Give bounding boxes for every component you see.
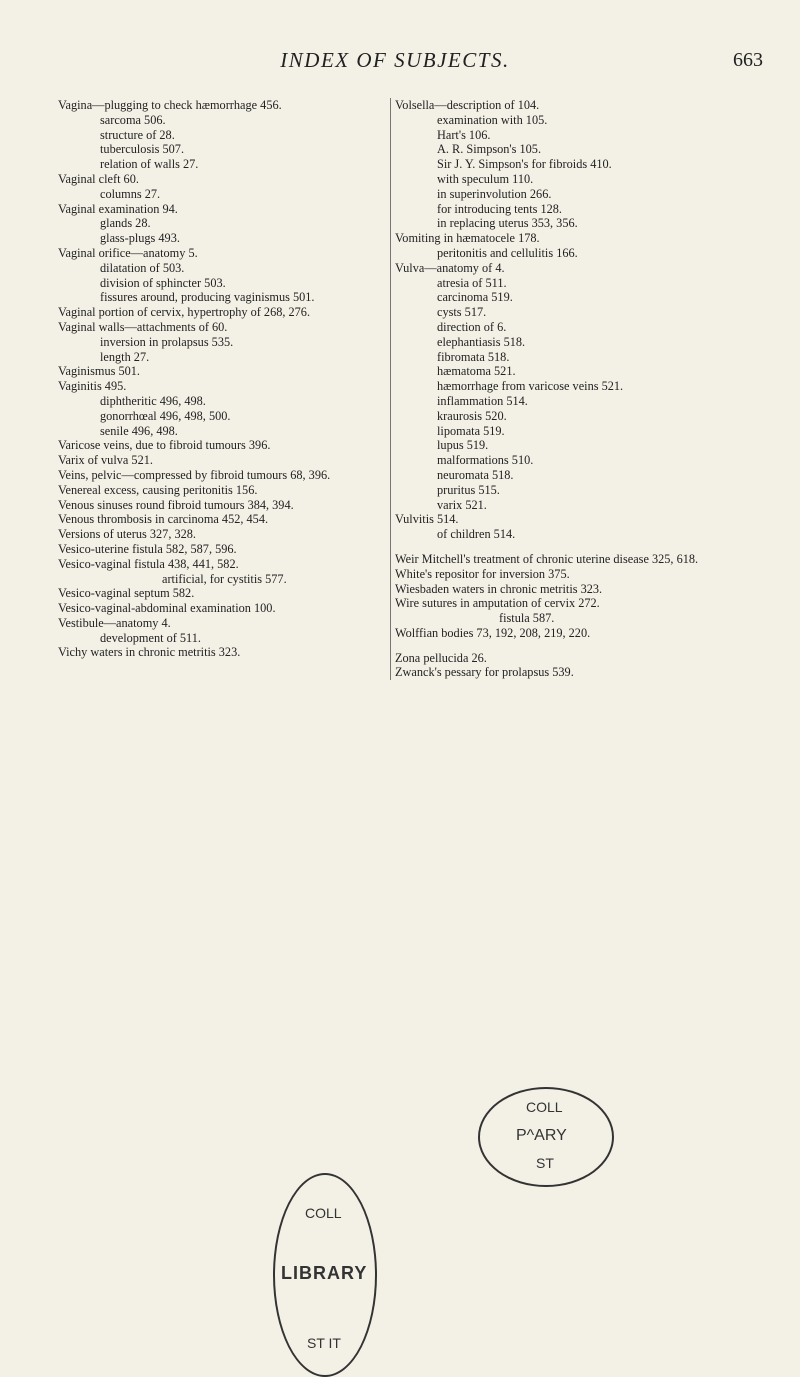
index-subentry: examination with 105. <box>437 112 548 127</box>
index-subentry: A. R. Simpson's 105. <box>437 142 542 157</box>
index-entry: Venereal excess, causing peritonitis 156. <box>58 482 258 497</box>
page-title: INDEX OF SUBJECTS. <box>280 48 510 72</box>
index-entry: Vaginal cleft 60. <box>58 171 139 186</box>
page-number: 663 <box>733 49 763 71</box>
index-entry: Vomiting in hæmatocele 178. <box>395 231 540 246</box>
index-subentry: kraurosis 520. <box>437 408 507 423</box>
page-header <box>0 48 800 78</box>
index-entry: Veins, pelvic—compressed by fibroid tumours 68, 396. <box>58 467 331 482</box>
index-entry: Vesico-uterine fistula 582, 587, 596. <box>58 541 237 556</box>
index-subentry: in superinvolution 266. <box>437 186 552 201</box>
index-entry: Vagina—plugging to check hæmorrhage 456. <box>58 98 282 112</box>
index-entry: Venous sinuses round fibroid tumours 384, 394. <box>58 497 294 512</box>
index-subentry: in replacing uterus 353, 356. <box>437 216 578 231</box>
index-entry: Wiesbaden waters in chronic metritis 323. <box>395 581 603 596</box>
index-subentry: senile 496, 498. <box>100 423 178 438</box>
index-subentry: elephantiasis 518. <box>437 334 526 349</box>
index-entry: Vesico-vaginal fistula 438, 441, 582. <box>58 556 239 571</box>
index-entry: Vaginal portion of cervix, hypertrophy of 268, 276. <box>58 305 311 320</box>
index-entry: Vaginitis 495. <box>58 379 127 394</box>
index-subentry: glands 28. <box>100 216 151 231</box>
stamp-bottom-text: ST <box>536 1155 554 1171</box>
stamp-middle-text: P^ARY <box>516 1127 567 1144</box>
index-column-right <box>390 98 755 680</box>
stamp-top-text: COLL <box>526 1099 563 1115</box>
index-subentry: tuberculosis 507. <box>100 142 185 157</box>
index-entry: Vaginal examination 94. <box>58 201 178 216</box>
index-entry: Zwanck's pessary for prolapsus 539. <box>395 665 574 680</box>
index-subentry: cysts 517. <box>437 305 487 320</box>
index-entry: Volsella—description of 104. <box>395 98 540 112</box>
index-entry: Vaginismus 501. <box>58 364 140 379</box>
index-column-left <box>58 98 378 660</box>
index-subentry: neuromata 518. <box>437 467 514 482</box>
index-entry: White's repositor for inversion 375. <box>395 566 570 581</box>
index-subentry: for introducing tents 128. <box>437 201 562 216</box>
index-subentry: malformations 510. <box>437 453 534 468</box>
index-subentry: development of 511. <box>100 630 201 645</box>
index-subentry: atresia of 511. <box>437 275 507 290</box>
index-subentry: artificial, for cystitis 577. <box>162 571 287 586</box>
index-entry: Zona pellucida 26. <box>395 650 487 665</box>
index-entry: Varicose veins, due to fibroid tumours 396. <box>58 438 271 453</box>
index-subentry: structure of 28. <box>100 127 175 142</box>
index-subentry: fissures around, producing vaginismus 501. <box>100 290 315 305</box>
index-entry: Venous thrombosis in carcinoma 452, 454. <box>58 512 269 527</box>
library-stamp <box>478 1087 614 1187</box>
index-subentry: Hart's 106. <box>437 127 491 142</box>
index-subentry: inflammation 514. <box>437 393 528 408</box>
index-subentry: lipomata 519. <box>437 423 505 438</box>
index-subentry: fibromata 518. <box>437 349 510 364</box>
index-subentry: inversion in prolapsus 535. <box>100 334 234 349</box>
stamp-middle-text: LIBRARY <box>281 1263 368 1283</box>
index-entry: Weir Mitchell's treatment of chronic uterine disease 325, 618. <box>395 551 699 566</box>
index-entry: Vichy waters in chronic metritis 323. <box>58 645 241 660</box>
index-entry: Vaginal walls—attachments of 60. <box>58 319 228 334</box>
index-subentry: fistula 587. <box>499 611 555 626</box>
index-entry: Wolffian bodies 73, 192, 208, 219, 220. <box>395 625 591 640</box>
index-subentry: with speculum 110. <box>437 171 534 186</box>
index-entry: Vulva—anatomy of 4. <box>395 260 505 275</box>
index-subentry: hæmorrhage from varicose veins 521. <box>437 379 624 394</box>
index-subentry: gonorrhœal 496, 498, 500. <box>100 408 231 423</box>
stamp-bottom-text: ST IT <box>307 1335 341 1351</box>
index-entry: Vestibule—anatomy 4. <box>58 615 171 630</box>
index-entry: Vulvitis 514. <box>395 512 459 527</box>
index-entry: Vaginal orifice—anatomy 5. <box>58 245 198 260</box>
index-subentry: carcinoma 519. <box>437 290 513 305</box>
index-entry: Versions of uterus 327, 328. <box>58 527 196 542</box>
index-subentry: division of sphincter 503. <box>100 275 226 290</box>
index-subentry: Sir J. Y. Simpson's for fibroids 410. <box>437 157 612 172</box>
index-subentry: dilatation of 503. <box>100 260 185 275</box>
library-stamp <box>273 1173 377 1377</box>
index-subentry: varix 521. <box>437 497 487 512</box>
index-subentry: direction of 6. <box>437 319 507 334</box>
index-subentry: peritonitis and cellulitis 166. <box>437 245 578 260</box>
index-entry: Wire sutures in amputation of cervix 272. <box>395 596 600 611</box>
index-subentry: pruritus 515. <box>437 482 500 497</box>
index-entry: Vesico-vaginal-abdominal examination 100. <box>58 601 276 616</box>
index-subentry: columns 27. <box>100 186 161 201</box>
index-subentry: hæmatoma 521. <box>437 364 516 379</box>
index-subentry: of children 514. <box>437 527 516 542</box>
index-subentry: relation of walls 27. <box>100 157 199 172</box>
index-subentry: sarcoma 506. <box>100 112 166 127</box>
index-subentry: diphtheritic 496, 498. <box>100 393 206 408</box>
index-entry: Varix of vulva 521. <box>58 453 153 468</box>
index-subentry: lupus 519. <box>437 438 489 453</box>
index-subentry: length 27. <box>100 349 150 364</box>
index-subentry: glass-plugs 493. <box>100 231 180 246</box>
stamp-top-text: COLL <box>305 1205 342 1221</box>
index-entry: Vesico-vaginal septum 582. <box>58 586 195 601</box>
